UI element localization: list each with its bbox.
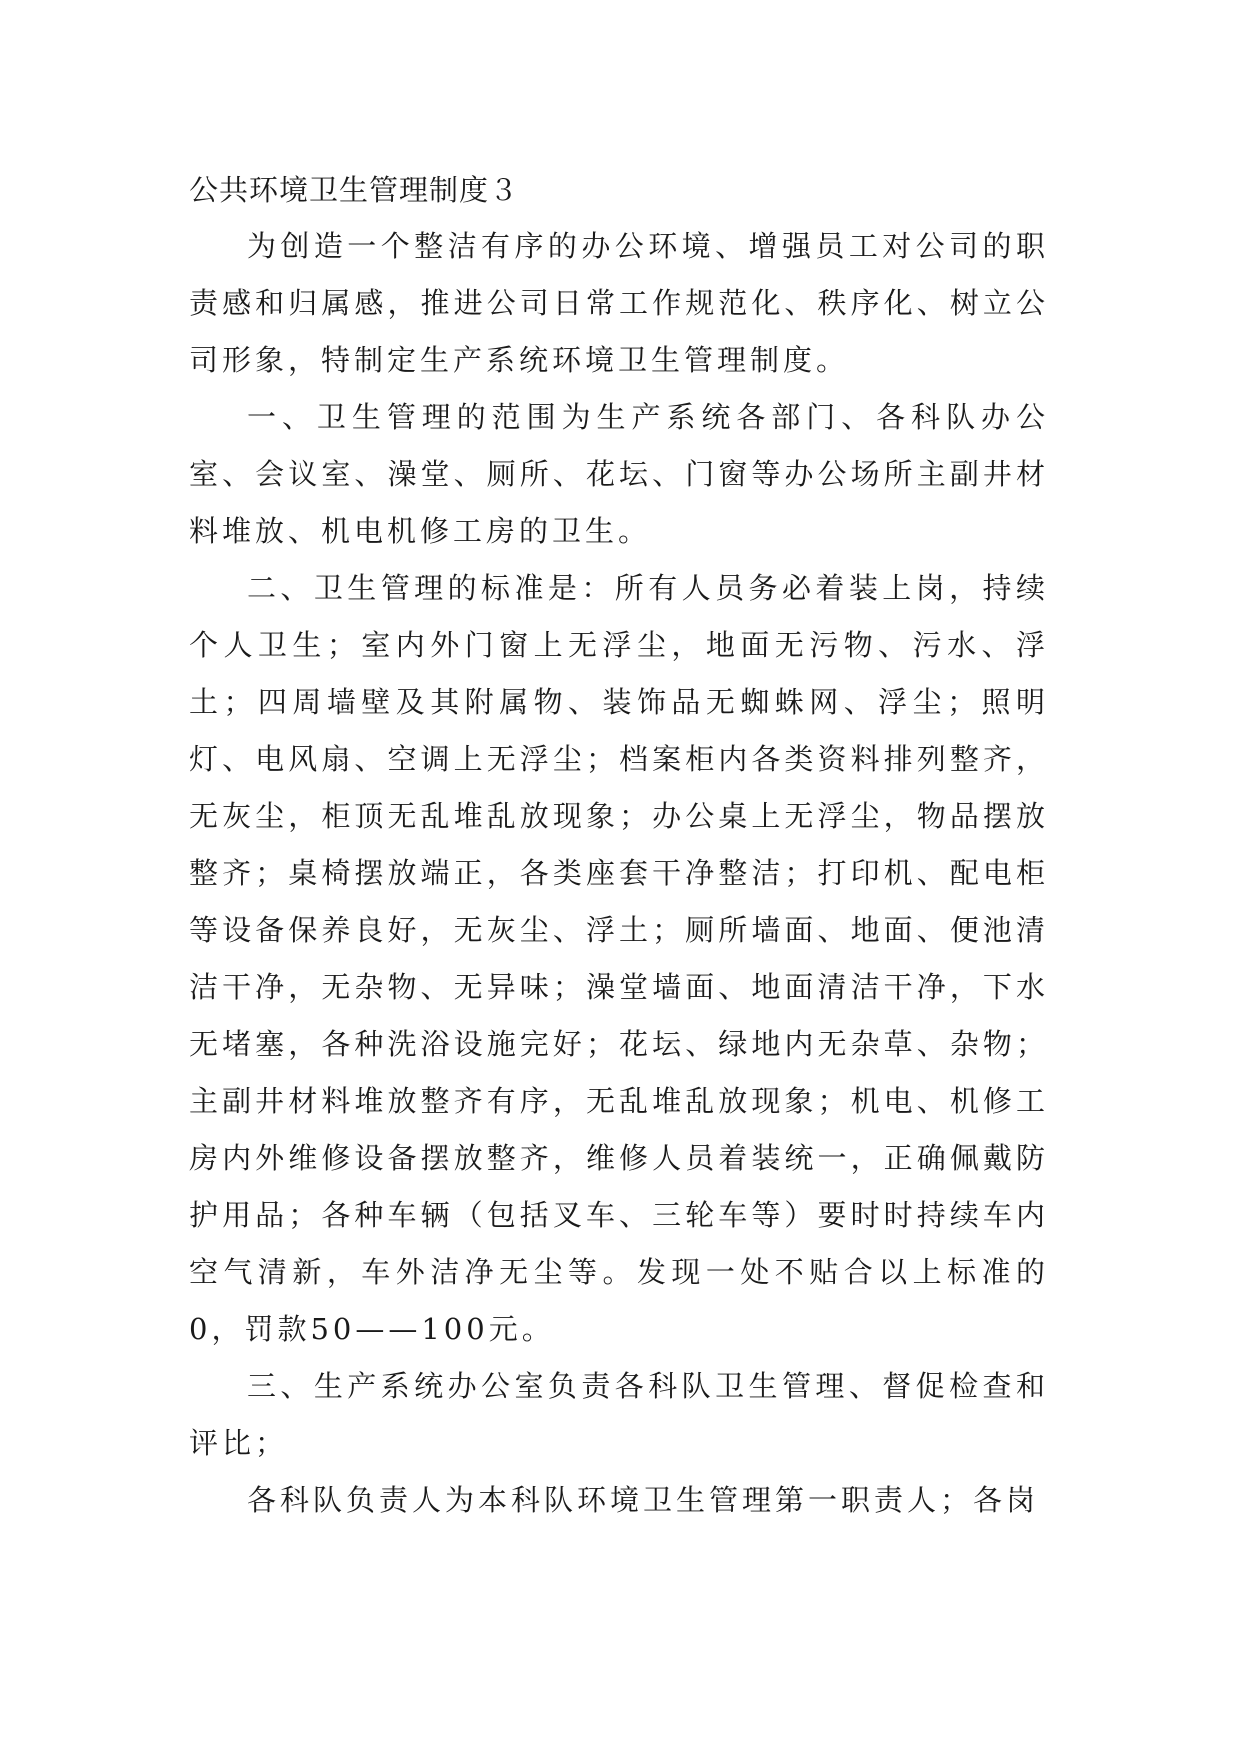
document-title: 公共环境卫生管理制度３ <box>189 173 520 207</box>
paragraph-section-2: 二、卫生管理的标准是：所有人员务必着装上岗，持续个人卫生；室内外门窗上无浮尘，地面无污物、污水、浮土；四周墙壁及其附属物、装饰品无蜘蛛网、浮尘；照明灯、电风扇、空调上无浮尘；档案柜内各类资料排列整齐，无灰尘，柜顶无乱堆乱放现象；办公桌上无浮尘，物品摆放整齐；桌椅摆放端正，各类座套干净整洁；打印机、配电柜等设备保养良好，无灰尘、浮土；厕所墙面、地面、便池清洁干净，无杂物、无异味；澡堂墙面、地面清洁干净，下水无堵塞，各种洗浴设施完好；花坛、绿地内无杂草、杂物；主副井材料堆放整齐有序，无乱堆乱放现象；机电、机修工房内外维修设备摆放整齐，维修人员着装统一，正确佩戴防护用品；各种车辆（包括叉车、三轮车等）要时时持续车内空气清新，车外洁净无尘等。发现一处不贴合以上标准的0，罚款50——100元。 <box>189 571 1049 1346</box>
paragraph-intro: 为创造一个整洁有序的办公环境、增强员工对公司的职责感和归属感，推进公司日常工作规范化、秩序化、树立公司形象，特制定生产系统环境卫生管理制度。 <box>189 229 1049 377</box>
paragraph-section-1: 一、卫生管理的范围为生产系统各部门、各科队办公室、会议室、澡堂、厕所、花坛、门窗等办公场所主副井材料堆放、机电机修工房的卫生。 <box>189 400 1049 548</box>
paragraph-section-3-continued: 各科队负责人为本科队环境卫生管理第一职责人；各岗 <box>247 1483 1040 1517</box>
document-body <box>189 162 1049 1529</box>
paragraph-section-3: 三、生产系统办公室负责各科队卫生管理、督促检查和评比； <box>189 1369 1049 1460</box>
